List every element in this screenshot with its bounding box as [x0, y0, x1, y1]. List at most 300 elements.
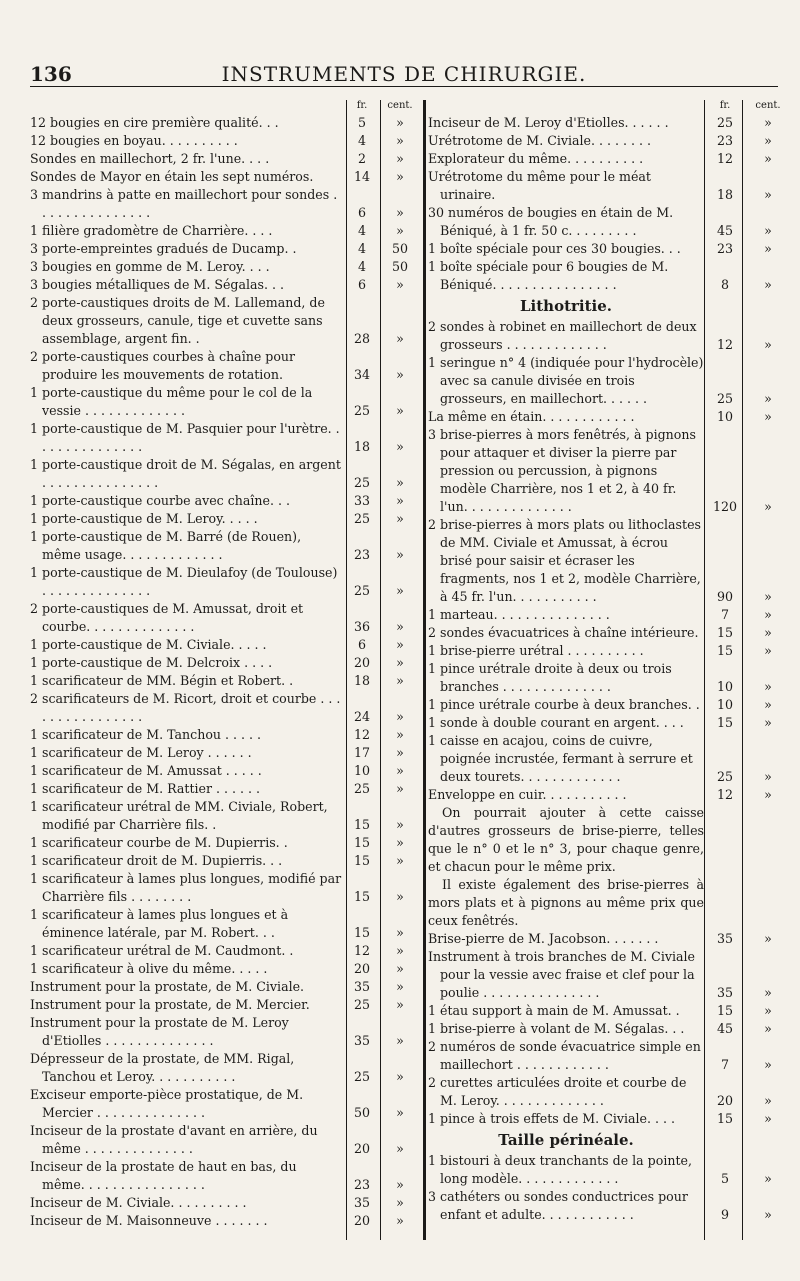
- section-title: Taille périnéale.: [498, 1131, 634, 1149]
- price-centimes: »: [764, 679, 772, 694]
- item-description: 2 numéros de sonde évacuatrice simple en maillechort . . . . . . . . . . . .: [428, 1039, 701, 1072]
- price-entry: [428, 258, 794, 294]
- price-francs: 90: [716, 589, 734, 604]
- price-centimes: »: [396, 277, 404, 292]
- note-paragraph: Il existe également des brise-pierres à mors plats et à pignons au même prix que ceux fenêtrés.: [428, 877, 704, 928]
- item-description: 1 porte-caustique de M. Dieulafoy (de Toulouse) . . . . . . . . . . . . . .: [30, 565, 338, 598]
- price-francs: 25: [353, 997, 371, 1012]
- price-francs: 18: [353, 673, 371, 688]
- price-entry: [30, 744, 422, 762]
- price-francs: 15: [716, 643, 734, 658]
- price-francs: 12: [353, 943, 371, 958]
- item-description: 1 scarificateur à olive du même. . . . .: [30, 961, 268, 976]
- price-entry: [30, 510, 422, 528]
- price-francs: 20: [353, 961, 371, 976]
- item-description: 1 pince à trois effets de M. Civiale. . . .: [428, 1111, 676, 1126]
- price-francs: 25: [353, 403, 371, 418]
- price-centimes: »: [396, 133, 404, 148]
- price-francs: 12: [716, 337, 734, 352]
- price-francs: 18: [716, 187, 734, 202]
- price-francs: 35: [353, 1195, 371, 1210]
- item-description: Urétrotome du même pour le méat urinaire.: [428, 169, 651, 202]
- item-description: 1 scarificateur de M. Tanchou . . . . .: [30, 727, 262, 742]
- price-entry: [30, 348, 422, 384]
- price-centimes: »: [764, 1207, 772, 1222]
- price-entry: [30, 222, 422, 240]
- center-divider: [423, 100, 426, 1240]
- price-entry: [30, 834, 422, 852]
- price-centimes: »: [396, 709, 404, 724]
- item-description: Enveloppe en cuir. . . . . . . . . . .: [428, 787, 627, 802]
- price-entry: [30, 600, 422, 636]
- page-header: [30, 62, 778, 92]
- price-francs: 50: [353, 1105, 371, 1120]
- price-centimes: »: [396, 367, 404, 382]
- item-description: 2 brise-pierres à mors plats ou lithoclastes de MM. Civiale et Amussat, à écrou brisé pour saisir et écraser les fragments, nos 1 et 2, modèle Charrière, à 45 fr. l'un. . . . . . . . . . .: [428, 517, 701, 604]
- section-title: Lithotritie.: [519, 297, 612, 315]
- price-entry: [30, 1050, 422, 1086]
- price-entry: [30, 1158, 422, 1194]
- item-description: 1 porte-caustique du même pour le col de la vessie . . . . . . . . . . . . .: [30, 385, 313, 418]
- item-description: 3 cathéters ou sondes conductrices pour enfant et adulte. . . . . . . . . . . .: [428, 1189, 688, 1222]
- price-centimes: »: [396, 547, 404, 562]
- price-entry: [30, 1212, 422, 1230]
- price-centimes: »: [396, 853, 404, 868]
- price-entry: [30, 726, 422, 744]
- price-francs: 20: [716, 1093, 734, 1108]
- price-entry: [30, 960, 422, 978]
- price-francs: 12: [716, 787, 734, 802]
- price-centimes: »: [764, 241, 772, 256]
- price-entry: [428, 786, 794, 804]
- price-centimes: »: [396, 817, 404, 832]
- price-francs: 25: [353, 1069, 371, 1084]
- price-entry: [428, 624, 794, 642]
- price-centimes: 50: [391, 259, 409, 274]
- price-francs: 24: [353, 709, 371, 724]
- item-description: Dépresseur de la prostate, de MM. Rigal, Tanchou et Leroy. . . . . . . . . . .: [30, 1051, 295, 1084]
- header-rule: [30, 86, 778, 87]
- item-description: 1 scarificateur urétral de M. Caudmont. .: [30, 943, 294, 958]
- price-centimes: »: [396, 403, 404, 418]
- item-description: 1 brise-pierre à volant de M. Ségalas. . .: [428, 1021, 685, 1036]
- price-entry: [428, 516, 794, 606]
- price-entry: [30, 114, 422, 132]
- price-francs: 120: [712, 499, 738, 514]
- item-description: 1 scarificateur de M. Leroy . . . . . .: [30, 745, 252, 760]
- price-entry: [30, 186, 422, 222]
- price-entry: [30, 654, 422, 672]
- price-entry: [30, 1194, 422, 1212]
- price-entry: [428, 1038, 794, 1074]
- price-centimes: »: [396, 169, 404, 184]
- price-centimes: »: [764, 1093, 772, 1108]
- price-francs: 25: [716, 391, 734, 406]
- price-francs: 4: [357, 223, 366, 238]
- price-centimes: »: [396, 493, 404, 508]
- price-entry: [428, 1002, 794, 1020]
- price-francs: 23: [716, 133, 734, 148]
- price-francs: 7: [720, 607, 729, 622]
- price-francs: 35: [353, 979, 371, 994]
- price-entry: [428, 318, 794, 354]
- price-centimes: »: [764, 607, 772, 622]
- price-entry: [30, 240, 422, 258]
- item-description: 3 porte-empreintes gradués de Ducamp. .: [30, 241, 297, 256]
- price-centimes: »: [764, 715, 772, 730]
- price-centimes: »: [764, 391, 772, 406]
- price-francs: 5: [720, 1171, 729, 1186]
- item-description: 1 scarificateur courbe de M. Dupierris. .: [30, 835, 288, 850]
- item-description: 1 marteau. . . . . . . . . . . . . . .: [428, 607, 610, 622]
- item-description: 1 scarificateur à lames plus longues, modifié par Charrière fils . . . . . . . .: [30, 871, 342, 904]
- price-francs: 23: [353, 547, 371, 562]
- price-entry: [428, 168, 794, 204]
- left-column: [30, 100, 422, 1230]
- price-entry: [30, 852, 422, 870]
- price-francs: 25: [353, 781, 371, 796]
- item-description: Instrument pour la prostate de M. Leroy d'Etiolles . . . . . . . . . . . . . .: [30, 1015, 289, 1048]
- price-centimes: »: [764, 589, 772, 604]
- price-centimes: »: [764, 499, 772, 514]
- item-description: 12 bougies en cire première qualité. . .: [30, 115, 279, 130]
- price-francs: 15: [353, 925, 371, 940]
- price-francs: 10: [353, 763, 371, 778]
- item-description: Inciseur de la prostate d'avant en arrière, du même . . . . . . . . . . . . . .: [30, 1123, 318, 1156]
- item-description: Instrument pour la prostate, de M. Mercier.: [30, 997, 310, 1012]
- item-description: 1 scarificateur de M. Rattier . . . . . .: [30, 781, 261, 796]
- price-entry: [30, 780, 422, 798]
- price-francs: 25: [353, 583, 371, 598]
- price-francs: 15: [353, 817, 371, 832]
- price-entry: [428, 642, 794, 660]
- price-entry: [428, 114, 794, 132]
- price-centimes: »: [764, 787, 772, 802]
- item-description: 1 scarificateur urétral de MM. Civiale, Robert, modifié par Charrière fils. .: [30, 799, 328, 832]
- price-francs: 15: [353, 889, 371, 904]
- price-francs: 25: [353, 511, 371, 526]
- price-centimes: »: [764, 1057, 772, 1072]
- item-description: 1 pince urétrale droite à deux ou trois branches . . . . . . . . . . . . . .: [428, 661, 672, 694]
- item-description: 1 scarificateur de MM. Bégin et Robert. .: [30, 673, 294, 688]
- price-francs: 15: [353, 835, 371, 850]
- price-francs: 6: [357, 205, 366, 220]
- price-entry: [428, 408, 794, 426]
- price-francs: 25: [353, 475, 371, 490]
- item-description: 3 bougies métalliques de M. Ségalas. . .: [30, 277, 285, 292]
- price-centimes: »: [396, 655, 404, 670]
- item-description: 1 porte-caustique de M. Barré (de Rouen), même usage. . . . . . . . . . . . .: [30, 529, 302, 562]
- price-centimes: »: [396, 673, 404, 688]
- price-centimes: »: [396, 889, 404, 904]
- price-centimes: »: [396, 835, 404, 850]
- price-francs: 12: [716, 151, 734, 166]
- item-description: 1 scarificateur à lames plus longues et à éminence latérale, par M. Robert. . .: [30, 907, 289, 940]
- price-francs: 7: [720, 1057, 729, 1072]
- price-entry: [428, 1152, 794, 1188]
- price-francs: 10: [716, 697, 734, 712]
- price-centimes: »: [396, 439, 404, 454]
- note-paragraph: On pourrait ajouter à cette caisse d'autres grosseurs de brise-pierre, telles que le n° 0 et le n° 3, pour chaque genre, et chacun pour le même prix.: [428, 805, 704, 874]
- price-entry: [428, 132, 794, 150]
- item-description: 1 étau support à main de M. Amussat. .: [428, 1003, 680, 1018]
- price-entry: [30, 870, 422, 906]
- item-description: 1 boîte spéciale pour 6 bougies de M. Béniqué. . . . . . . . . . . . . . . .: [428, 259, 669, 292]
- item-description: Inciseur de M. Civiale. . . . . . . . . .: [30, 1195, 247, 1210]
- price-francs: 35: [716, 931, 734, 946]
- price-francs: 15: [716, 1111, 734, 1126]
- price-centimes: »: [396, 619, 404, 634]
- item-description: Inciseur de la prostate de haut en bas, du même. . . . . . . . . . . . . . . .: [30, 1159, 297, 1192]
- price-centimes: »: [396, 997, 404, 1012]
- price-entry: [30, 1122, 422, 1158]
- price-entry: [30, 672, 422, 690]
- price-centimes: »: [396, 1141, 404, 1156]
- price-entry: [30, 942, 422, 960]
- price-entry: [428, 204, 794, 240]
- price-francs: 17: [353, 745, 371, 760]
- price-centimes: »: [764, 1003, 772, 1018]
- price-entry: [30, 276, 422, 294]
- price-entry: [30, 492, 422, 510]
- price-francs: 45: [716, 1021, 734, 1036]
- price-francs: 2: [357, 151, 366, 166]
- price-entry: [30, 258, 422, 276]
- price-centimes: »: [396, 1195, 404, 1210]
- price-entry: [30, 132, 422, 150]
- running-head: INSTRUMENTS DE CHIRURGIE.: [221, 62, 587, 86]
- price-francs: 15: [353, 853, 371, 868]
- price-centimes: »: [764, 1021, 772, 1036]
- price-centimes: »: [764, 133, 772, 148]
- price-entry: [428, 696, 794, 714]
- price-francs: 45: [716, 223, 734, 238]
- fr-header: fr.: [719, 100, 731, 111]
- price-centimes: »: [396, 745, 404, 760]
- item-description: Inciseur de M. Maisonneuve . . . . . . .: [30, 1213, 268, 1228]
- left-price-list: [30, 114, 422, 1230]
- price-entry: [30, 294, 422, 348]
- price-francs: 9: [720, 1207, 729, 1222]
- price-francs: 10: [716, 409, 734, 424]
- price-centimes: »: [764, 115, 772, 130]
- price-francs: 23: [716, 241, 734, 256]
- price-entry: [30, 996, 422, 1014]
- item-description: La même en étain. . . . . . . . . . . .: [428, 409, 635, 424]
- price-centimes: »: [396, 925, 404, 940]
- price-entry: [428, 930, 794, 948]
- item-description: Explorateur du même. . . . . . . . . .: [428, 151, 644, 166]
- price-entry: [30, 1086, 422, 1122]
- item-description: Sondes en maillechort, 2 fr. l'une. . . .: [30, 151, 270, 166]
- price-francs: 20: [353, 1213, 371, 1228]
- item-description: 1 caisse en acajou, coins de cuivre, poignée incrustée, fermant à serrure et deux tourets. . . . . . . . . . . . .: [428, 733, 693, 784]
- price-centimes: »: [764, 337, 772, 352]
- price-francs: 15: [716, 715, 734, 730]
- item-description: 2 sondes à robinet en maillechort de deux grosseurs . . . . . . . . . . . . .: [428, 319, 697, 352]
- price-centimes: »: [396, 223, 404, 238]
- price-francs: 20: [353, 1141, 371, 1156]
- price-centimes: »: [764, 643, 772, 658]
- price-entry: [30, 528, 422, 564]
- price-centimes: »: [764, 151, 772, 166]
- price-entry: [30, 150, 422, 168]
- price-centimes: »: [764, 625, 772, 640]
- price-centimes: »: [396, 1069, 404, 1084]
- left-column-header: [30, 100, 422, 114]
- price-centimes: »: [396, 151, 404, 166]
- item-description: 2 curettes articulées droite et courbe de M. Leroy. . . . . . . . . . . . . .: [428, 1075, 687, 1108]
- item-description: 1 scarificateur de M. Amussat . . . . .: [30, 763, 262, 778]
- price-francs: 20: [353, 655, 371, 670]
- item-description: 1 porte-caustique de M. Civiale. . . . .: [30, 637, 267, 652]
- price-entry: [428, 732, 794, 786]
- right-column-header: [428, 100, 794, 114]
- price-entry: [428, 606, 794, 624]
- price-entry: [428, 354, 794, 408]
- price-francs: 36: [353, 619, 371, 634]
- price-entry: [428, 1074, 794, 1110]
- cent-header: cent.: [387, 100, 413, 111]
- price-entry: [30, 456, 422, 492]
- price-entry: [428, 1020, 794, 1038]
- price-centimes: »: [764, 1171, 772, 1186]
- item-description: 3 mandrins à patte en maillechort pour sondes . . . . . . . . . . . . . . .: [30, 187, 338, 220]
- price-entry: [30, 168, 422, 186]
- price-entry: [30, 636, 422, 654]
- price-francs: 4: [357, 259, 366, 274]
- price-entry: [30, 1014, 422, 1050]
- price-centimes: »: [396, 961, 404, 976]
- item-description: 1 boîte spéciale pour ces 30 bougies. . .: [428, 241, 681, 256]
- price-francs: 8: [720, 277, 729, 292]
- right-price-list: [428, 114, 794, 1224]
- price-entry: [30, 420, 422, 456]
- price-entry: [428, 948, 794, 1002]
- price-francs: 23: [353, 1177, 371, 1192]
- item-description: 1 brise-pierre urétral . . . . . . . . . .: [428, 643, 644, 658]
- page-number: 136: [30, 62, 72, 86]
- fr-header: fr.: [356, 100, 368, 111]
- price-centimes: »: [396, 1177, 404, 1192]
- item-description: Instrument pour la prostate, de M. Civiale.: [30, 979, 305, 994]
- item-description: Exciseur emporte-pièce prostatique, de M. Mercier . . . . . . . . . . . . . .: [30, 1087, 304, 1120]
- price-francs: 6: [357, 637, 366, 652]
- item-description: Inciseur de M. Leroy d'Etiolles. . . . . .: [428, 115, 669, 130]
- price-centimes: »: [396, 511, 404, 526]
- price-centimes: »: [764, 769, 772, 784]
- price-centimes: »: [764, 187, 772, 202]
- price-centimes: »: [396, 115, 404, 130]
- price-centimes: »: [396, 205, 404, 220]
- price-francs: 33: [353, 493, 371, 508]
- price-entry: [428, 714, 794, 732]
- price-entry: [30, 762, 422, 780]
- price-entry: [428, 150, 794, 168]
- item-description: 1 scarificateur droit de M. Dupierris. . .: [30, 853, 283, 868]
- item-description: 30 numéros de bougies en étain de M. Béniqué, à 1 fr. 50 c. . . . . . . . .: [428, 205, 674, 238]
- item-description: 1 porte-caustique courbe avec chaîne. . .: [30, 493, 290, 508]
- price-francs: 15: [716, 625, 734, 640]
- item-description: 12 bougies en boyau. . . . . . . . . .: [30, 133, 238, 148]
- cent-header: cent.: [755, 100, 781, 111]
- price-entry: [428, 240, 794, 258]
- item-description: 2 scarificateurs de M. Ricort, droit et courbe . . . . . . . . . . . . . . . .: [30, 691, 341, 724]
- price-francs: 5: [357, 115, 366, 130]
- item-description: 1 porte-caustique droit de M. Ségalas, en argent . . . . . . . . . . . . . . .: [30, 457, 341, 490]
- price-francs: 35: [716, 985, 734, 1000]
- item-description: Brise-pierre de M. Jacobson. . . . . . .: [428, 931, 659, 946]
- item-description: 2 porte-caustiques courbes à chaîne pour produire les mouvements de rotation.: [30, 349, 296, 382]
- price-entry: [30, 564, 422, 600]
- price-entry: [30, 978, 422, 996]
- item-description: 1 seringue n° 4 (indiquée pour l'hydrocèle) avec sa canule divisée en trois grosseurs, en maillechort. . . . . .: [428, 355, 704, 406]
- price-centimes: »: [396, 1105, 404, 1120]
- price-francs: 35: [353, 1033, 371, 1048]
- price-francs: 25: [716, 769, 734, 784]
- item-description: 2 sondes évacuatrices à chaîne intérieure.: [428, 625, 699, 640]
- price-francs: 6: [357, 277, 366, 292]
- item-description: 1 sonde à double courant en argent. . . .: [428, 715, 684, 730]
- right-column: [428, 100, 794, 1224]
- item-description: 2 porte-caustiques droits de M. Lallemand, de deux grosseurs, canule, tige et cuvette sans assemblage, argent fin. .: [30, 295, 325, 346]
- price-centimes: »: [764, 409, 772, 424]
- price-francs: 4: [357, 133, 366, 148]
- price-entry: [428, 660, 794, 696]
- item-description: Urétrotome de M. Civiale. . . . . . . .: [428, 133, 652, 148]
- price-francs: 10: [716, 679, 734, 694]
- price-centimes: »: [764, 277, 772, 292]
- price-centimes: »: [396, 331, 404, 346]
- price-entry: [30, 384, 422, 420]
- price-entry: [30, 690, 422, 726]
- price-centimes: »: [764, 697, 772, 712]
- price-centimes: 50: [391, 241, 409, 256]
- price-entry: [30, 906, 422, 942]
- price-entry: [428, 1110, 794, 1128]
- price-centimes: »: [396, 1213, 404, 1228]
- price-francs: 15: [716, 1003, 734, 1018]
- item-description: 1 porte-caustique de M. Delcroix . . . .: [30, 655, 273, 670]
- price-centimes: »: [396, 763, 404, 778]
- item-description: 3 bougies en gomme de M. Leroy. . . .: [30, 259, 270, 274]
- price-centimes: »: [764, 931, 772, 946]
- price-francs: 4: [357, 241, 366, 256]
- price-francs: 14: [353, 169, 371, 184]
- price-francs: 12: [353, 727, 371, 742]
- item-description: 1 filière gradomètre de Charrière. . . .: [30, 223, 273, 238]
- price-centimes: »: [396, 475, 404, 490]
- price-francs: 18: [353, 439, 371, 454]
- item-description: Instrument à trois branches de M. Civiale pour la vessie avec fraise et clef pour la poulie . . . . . . . . . . . . . . .: [428, 949, 695, 1000]
- price-entry: [30, 798, 422, 834]
- price-francs: 34: [353, 367, 371, 382]
- price-centimes: »: [764, 1111, 772, 1126]
- item-description: 3 brise-pierres à mors fenêtrés, à pignons pour attaquer et diviser la pierre par pression ou percussion, à pignons modèle Charrière, nos 1 et 2, à 40 fr. l'un. . . . . . . . . . . . . .: [428, 427, 696, 514]
- item-description: 1 porte-caustique de M. Pasquier pour l'urètre. . . . . . . . . . . . . . .: [30, 421, 340, 454]
- item-description: 1 pince urétrale courbe à deux branches. .: [428, 697, 700, 712]
- price-centimes: »: [396, 727, 404, 742]
- item-description: Sondes de Mayor en étain les sept numéros.: [30, 169, 314, 184]
- price-centimes: »: [396, 979, 404, 994]
- price-centimes: »: [396, 781, 404, 796]
- item-description: 2 porte-caustiques de M. Amussat, droit et courbe. . . . . . . . . . . . . .: [30, 601, 304, 634]
- price-francs: 28: [353, 331, 371, 346]
- price-entry: [428, 1188, 794, 1224]
- price-centimes: »: [764, 223, 772, 238]
- price-centimes: »: [764, 985, 772, 1000]
- price-francs: 25: [716, 115, 734, 130]
